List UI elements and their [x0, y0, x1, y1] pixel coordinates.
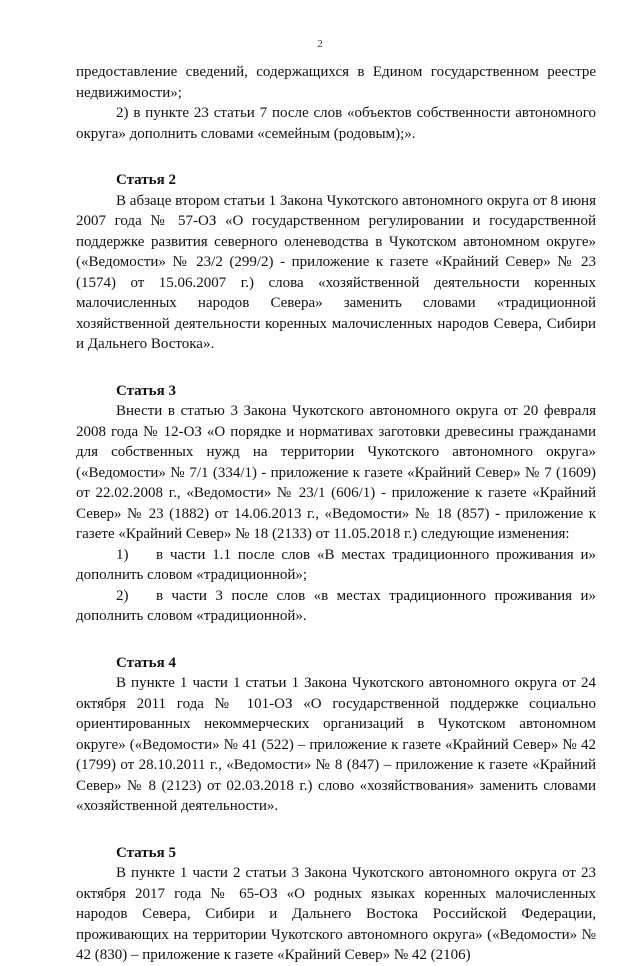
article-heading: Статья 2	[116, 172, 176, 188]
article-paragraph: В абзаце втором статьи 1 Закона Чукотского автономного округа от 8 июня 2007 года № 57-ОЗ «О государственном регулировании и государственной поддержке развития северного оленеводства в Чукотском автономном округе» («Ведомости» № 23/2 (299/2) - приложение к газете «Крайний Север» № 23 (1574) от 15.06.2007 г.) слова «хозяйственной деятельности коренных малочисленных народов Севера» заменить словами «традиционной хозяйственной деятельности коренных малочисленных народов Севера, Сибири и Дальнего Востока».	[76, 192, 596, 352]
paragraph-continuation: предоставление сведений, содержащихся в Едином государственном реестре недвижимости»;	[76, 64, 596, 101]
article-paragraph: В пункте 1 части 2 статьи 3 Закона Чукотского автономного округа от 23 октября 2017 года № 65-ОЗ «О родных языках коренных малочисленных народов Севера, Сибири и Дальнего Востока Российской Федерации, проживающих на территории Чукотского автономного округа» («Ведомости» № 42 (830) – приложение к газете «Крайний Север» № 42 (2106)	[76, 865, 596, 963]
page-number: 2	[317, 38, 323, 50]
list-item-text: в части 3 после слов «в местах традиционного проживания и» дополнить словом «традиционной».	[76, 587, 596, 624]
list-item-number: 1)	[116, 546, 129, 563]
article-paragraph: Внести в статью 3 Закона Чукотского автономного округа от 20 февраля 2008 года № 12-ОЗ «О порядке и нормативах заготовки древесины гражданами для собственных нужд на территории Чукотского автономного округа» («Ведомости» № 7/1 (334/1) - приложение к газете «Крайний Север» № 7 (1609) от 22.02.2008 г., «Ведомости» № 23/1 (606/1) - приложение к газете «Крайний Север» № 23 (1882) от 14.06.2013 г., «Ведомости» № 18 (857) - приложение к газете «Крайний Север» № 18 (2133) от 11.05.2018 г.) следующие изменения:	[76, 403, 596, 542]
article-heading: Статья 3	[116, 382, 176, 399]
article-heading: Статья 5	[116, 844, 176, 861]
document-body	[76, 62, 596, 966]
list-item-text: в части 1.1 после слов «В местах традиционного проживания и» дополнить словом «традиционной»;	[76, 546, 596, 583]
article-heading: Статья 4	[116, 654, 176, 671]
paragraph-item-2: 2) в пункте 23 статьи 7 после слов «объектов собственности автономного округа» дополнить словами «семейным (родовым);».	[76, 105, 596, 142]
list-item	[76, 545, 596, 586]
list-item-number: 2)	[116, 587, 129, 604]
list-item	[76, 586, 596, 627]
article-paragraph: В пункте 1 части 1 статьи 1 Закона Чукотского автономного округа от 24 октября 2011 года № 101-ОЗ «О государственной поддержке социально ориентированных некоммерческих организаций в Чукотском автономном округе» («Ведомости» № 41 (522) – приложение к газете «Крайний Север» № 42 (1799) от 28.10.2011 г., «Ведомости» № 8 (847) – приложение к газете «Крайний Север» № 8 (2123) от 02.03.2018 г.) слово «хозяйствования» заменить словами «хозяйственной деятельности».	[76, 675, 596, 814]
